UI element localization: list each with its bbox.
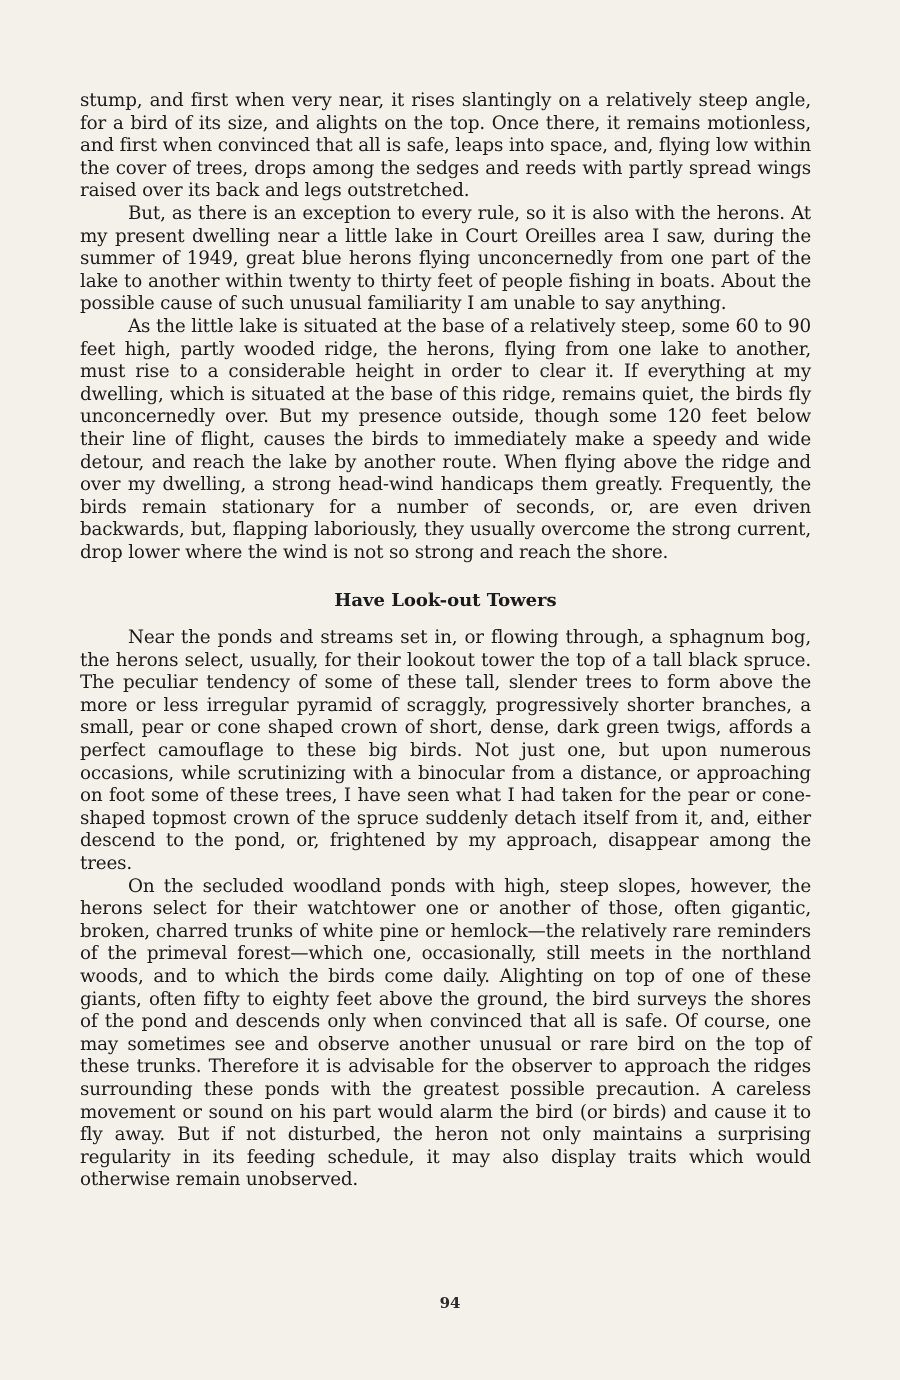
page-body [80,90,811,1192]
paragraph-black-spruce: Near the ponds and streams set in, or flowing through, a sphagnum bog, the herons select, usually, for their lookout tower the top of a tall black spruce. The peculiar tendency of some of these tall, slender trees to form above the more or less irregular pyramid of scraggly, progressively shorter branches, a small, pear or cone shaped crown of short, dense, dark green twigs, affords a perfect camouflage to these big birds. Not just one, but upon numerous occasions, while scrutinizing with a binocular from a distance, or approaching on foot some of these trees, I have seen what I had taken for the pear or cone-shaped topmost crown of the spruce suddenly detach itself from it, and, either descend to the pond, or, frightened by my approach, disappear among the trees. [80,627,811,874]
paragraph-exception: But, as there is an exception to every rule, so it is also with the herons. At my present dwelling near a little lake in Court Oreilles area I saw, during the summer of 1949, great blue herons flying unconcernedly from one part of the lake to another within twenty to thirty feet of people fishing in boats. About the possible cause of such unusual familiarity I am unable to say anything. [80,202,811,315]
paragraph-woodland-ponds: On the secluded woodland ponds with high, steep slopes, however, the herons select for their watchtower one or another of those, often gigantic, broken, charred trunks of white pine or hemlock—the relatively rare reminders of the primeval forest—which one, occasionally, still meets in the northland woods, and to which the birds come daily. Alighting on top of one of these giants, often fifty to eighty feet above the ground, the bird surveys the shores of the pond and descends only when convinced that all is safe. Of course, one may sometimes see and observe another unusual or rare bird on the top of these trunks. Therefore it is advisable for the observer to approach the ridges surrounding these ponds with the greatest possible precaution. A careless movement or sound on his part would alarm the bird (or birds) and cause it to fly away. But if not disturbed, the heron not only maintains a surprising regularity in its feeding schedule, it may also display traits which would otherwise remain unobserved. [80,875,811,1191]
paragraph-stump: stump, and first when very near, it rises slantingly on a relatively steep angle, for a bird of its size, and alights on the top. Once there, it remains motionless, and first when convinced that all is safe, leaps into space, and, flying low within the cover of trees, drops among the sedges and reeds with partly spread wings raised over its back and legs outstretched. [80,90,811,202]
paragraph-ridge: As the little lake is situated at the base of a relatively steep, some 60 to 90 feet high, partly wooded ridge, the herons, flying from one lake to another, must rise to a considerable height in order to clear it. If everything at my dwelling, which is situated at the base of this ridge, remains quiet, the birds fly unconcernedly over. But my presence outside, though some 120 feet below their line of flight, causes the birds to immediately make a speedy and wide detour, and reach the lake by another route. When flying above the ridge and over my dwelling, a strong head-wind handicaps them greatly. Frequently, the birds remain stationary for a number of seconds, or, are even driven backwards, but, flapping laboriously, they usually overcome the strong current, drop lower where the wind is not so strong and reach the shore. [80,315,811,563]
section-heading: Have Look-out Towers [334,590,557,612]
page-number: 94 [439,1294,461,1312]
